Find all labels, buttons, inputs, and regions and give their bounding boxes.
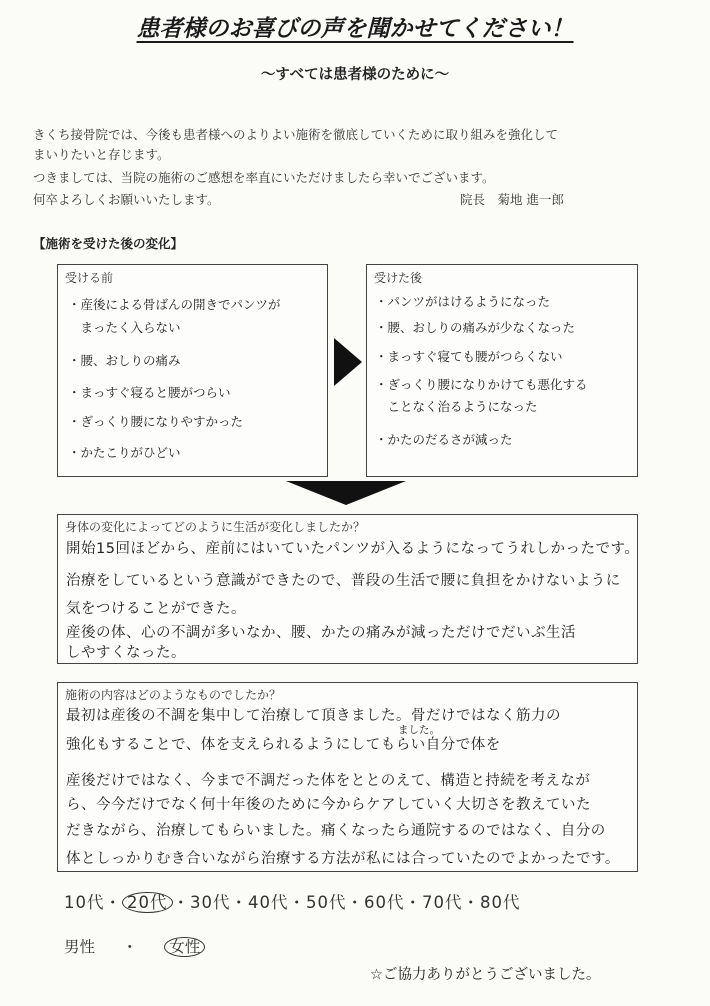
after-item: ・パンツがはけるようになった [375, 294, 551, 309]
after-item: ・ぎっくり腰になりかけても悪化する [375, 377, 588, 392]
section-heading: 【施術を受けた後の変化】 [33, 236, 184, 251]
gender-option-male[interactable]: 男性 [64, 938, 96, 956]
answer-line: ら、今今だけでなく何十年後のために今からケアしていく大切さを教えていた [66, 797, 591, 813]
intro-line: まいりたいと存じます。 [33, 147, 170, 162]
director-signature: 院長 菊地 進一郎 [460, 192, 564, 207]
answer-line: 産後の体、心の不調が多いなか、腰、かたの痛みが減っただけでだいぶ生活 [66, 625, 576, 641]
before-item: ・ぎっくり腰になりやすかった [68, 414, 244, 429]
before-item: ・産後による骨ばんの開きでパンツが [68, 297, 281, 312]
before-item: まったく入らない [68, 320, 181, 335]
answer-line: 産後だけではなく、今まで不調だった体をととのえて、構造と持続を考えなが [66, 773, 591, 789]
gender-option-selected[interactable]: 女性 [164, 937, 205, 957]
gender-options [64, 935, 205, 957]
answer-line: 体としっかりむき合いながら治療する方法が私には合っていたのでよかったです。 [66, 851, 620, 867]
before-treatment-box [57, 264, 328, 477]
age-option[interactable]: 10代 [64, 893, 105, 912]
after-label: 受けた後 [374, 271, 423, 285]
after-item: ことなく治るようになった [375, 399, 538, 414]
separator: ・ [462, 893, 480, 912]
intro-line: きくち接骨院では、今後も患者様へのよりよい施術を徹底していくために取り組みを強化して [33, 127, 559, 142]
age-options [64, 889, 521, 913]
age-option[interactable]: 40代 [248, 893, 289, 912]
separator: ・ [230, 893, 248, 912]
treatment-content-box [57, 682, 638, 872]
answer-line: 最初は産後の不調を集中して治療して頂きました。骨だけではなく筋力の [66, 708, 561, 724]
after-treatment-box [366, 264, 638, 477]
age-option[interactable]: 50代 [306, 893, 347, 912]
before-item: ・まっすぐ寝ると腰がつらい [68, 385, 231, 400]
separator: ・ [172, 893, 190, 912]
separator: ・ [288, 893, 306, 912]
closing-thanks: ☆ご協力ありがとうございました。 [370, 967, 601, 983]
age-option[interactable]: 60代 [364, 893, 405, 912]
separator: ・ [346, 893, 364, 912]
after-item: ・まっすぐ寝ても腰がつらくない [375, 349, 563, 364]
after-item: ・腰、おしりの痛みが少なくなった [375, 320, 576, 335]
question1-label: 身体の変化によってどのように生活が変化しましたか？ [65, 520, 366, 534]
age-option[interactable]: 70代 [422, 893, 463, 912]
answer-line: 開始15回ほどから、産前にはいていたパンツが入るようになってうれしかったです。 [66, 541, 640, 557]
separator: ・ [121, 938, 138, 956]
after-item: ・かたのだるさが減った [375, 432, 513, 447]
intro-line: つきましては、当院の施術のご感想を率直にいただけましたら幸いでございます。 [33, 170, 495, 185]
answer-line: 気をつけることができた。 [66, 601, 246, 617]
answer-line: だきながら、治療してもらいました。痛くなったら通院するのではなく、自分の [66, 823, 606, 839]
answer-line: しやすくなった。 [66, 645, 186, 661]
handwritten-annotation: ました。 [398, 724, 440, 736]
separator: ・ [104, 893, 122, 912]
down-arrow-icon [286, 481, 406, 505]
separator: ・ [404, 893, 422, 912]
answer-line: 治療をしているという意識ができたので、普段の生活で腰に負担をかけないように [66, 573, 621, 589]
page-subtitle: ～すべては患者様のために～ [260, 67, 450, 83]
before-item: ・腰、おしりの痛み [68, 353, 181, 368]
age-option-selected[interactable]: 20代 [122, 892, 173, 913]
before-item: ・かたこりがひどい [68, 445, 181, 460]
lifestyle-change-box [57, 514, 638, 664]
page-title: 患者様のお喜びの声を聞かせてください！ [136, 16, 574, 42]
age-option[interactable]: 80代 [480, 893, 521, 912]
question2-label: 施術の内容はどのようなものでしたか？ [65, 688, 282, 702]
age-option[interactable]: 30代 [190, 893, 231, 912]
intro-line: 何卒よろしくお願いいたします。 [33, 192, 220, 207]
before-label: 受ける前 [65, 271, 114, 285]
answer-line: 強化もすることで、体を支えられるようにしてもらい自分で体を [66, 737, 501, 753]
right-arrow-icon [334, 338, 362, 386]
